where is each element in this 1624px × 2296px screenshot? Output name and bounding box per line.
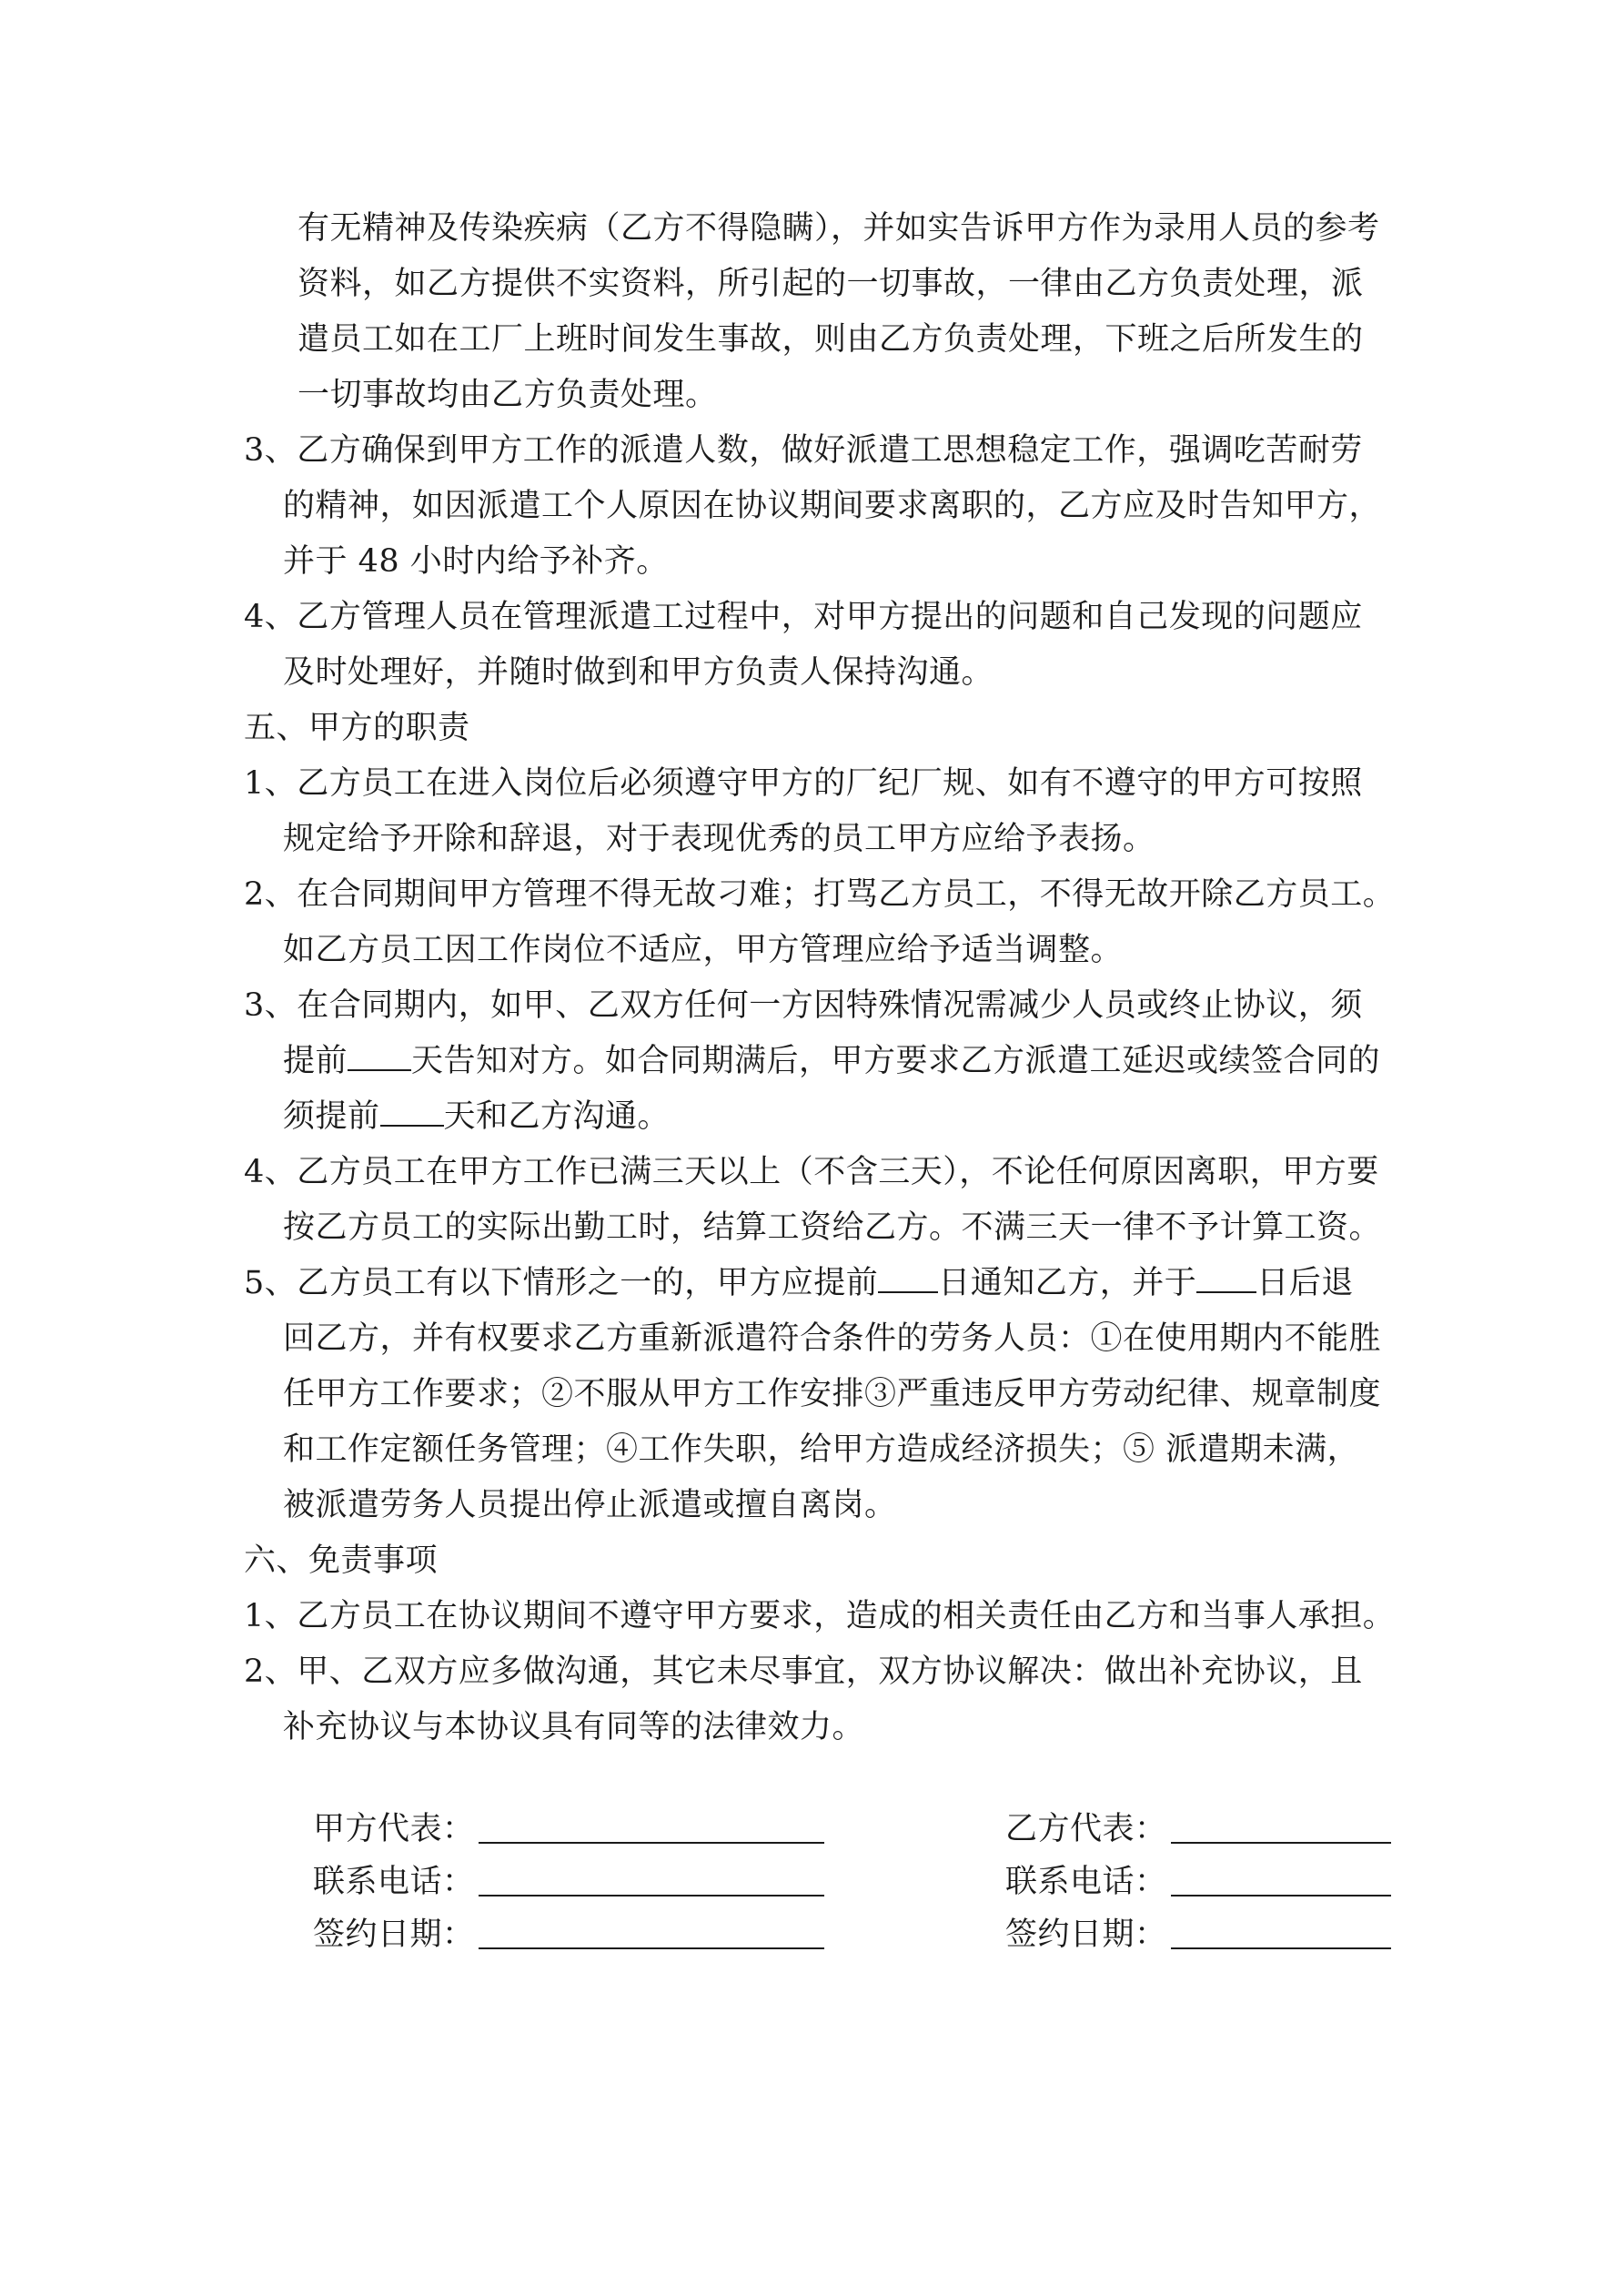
party-b-phone-line xyxy=(1171,1895,1391,1896)
section-heading-exemptions: 六、免责事项 xyxy=(244,1542,439,1579)
text-fragment: 日通知乙方，并于 xyxy=(938,1265,1197,1301)
text-fragment: 天和乙方沟通。 xyxy=(443,1098,671,1135)
clause-3-line-3: 并于 48 小时内给予补齐。 xyxy=(283,543,669,580)
a-clause-5-line-2: 回乙方，并有权要求乙方重新派遣符合条件的劳务人员：①在使用期内不能胜 xyxy=(283,1320,1382,1357)
text-fragment: 须提前 xyxy=(283,1098,380,1135)
party-a-date-line xyxy=(479,1947,824,1949)
party-b-rep-line xyxy=(1171,1842,1391,1844)
ex-clause-2-line-2: 补充协议与本协议具有同等的法律效力。 xyxy=(283,1709,865,1745)
fill-in-blank-days xyxy=(348,1040,411,1071)
party-b-rep-label: 乙方代表： xyxy=(1005,1811,1167,1847)
a-clause-5-line-5: 被派遣劳务人员提出停止派遣或擅自离岗。 xyxy=(283,1487,897,1523)
text-line: 一切事故均由乙方负责处理。 xyxy=(298,377,718,413)
party-a-phone-label: 联系电话： xyxy=(313,1864,475,1900)
a-clause-3-line-3 xyxy=(283,1096,670,1138)
text-fragment: 5、乙方员工有以下情形之一的，甲方应提前 xyxy=(244,1265,879,1301)
fill-in-blank-days xyxy=(380,1096,444,1127)
section-heading-party-a-duties: 五、甲方的职责 xyxy=(244,710,470,746)
a-clause-4-line-2: 按乙方员工的实际出勤工时，结算工资给乙方。不满三天一律不予计算工资。 xyxy=(283,1209,1382,1246)
text-fragment: 日后退 xyxy=(1256,1265,1354,1301)
party-a-phone-line xyxy=(479,1895,824,1896)
clause-4-line-2: 及时处理好，并随时做到和甲方负责人保持沟通。 xyxy=(283,654,994,691)
text-fragment: 天告知对方。如合同期满后，甲方要求乙方派遣工延迟或续签合同的 xyxy=(411,1043,1381,1079)
a-clause-5-line-1 xyxy=(244,1262,1354,1304)
a-clause-3-line-2 xyxy=(283,1040,1380,1082)
party-b-date-line xyxy=(1171,1947,1391,1949)
ex-clause-2-line-1: 2、甲、乙双方应多做沟通，其它未尽事宜，双方协议解决：做出补充协议，且 xyxy=(244,1654,1363,1690)
fill-in-blank-days xyxy=(1196,1262,1256,1293)
fill-in-blank-days xyxy=(878,1262,938,1293)
party-b-date-label: 签约日期： xyxy=(1005,1917,1167,1953)
party-a-date-label: 签约日期： xyxy=(313,1917,475,1953)
a-clause-5-line-4: 和工作定额任务管理；④工作失职，给甲方造成经济损失；⑤ 派遣期未满， xyxy=(283,1431,1360,1468)
a-clause-5-line-3: 任甲方工作要求；②不服从甲方工作安排③严重违反甲方劳动纪律、规章制度 xyxy=(283,1376,1382,1412)
text-line: 资料，如乙方提供不实资料，所引起的一切事故，一律由乙方负责处理，派 xyxy=(298,266,1364,302)
party-a-rep-label: 甲方代表： xyxy=(313,1811,475,1847)
text-line: 遣员工如在工厂上班时间发生事故，则由乙方负责处理，下班之后所发生的 xyxy=(298,321,1364,358)
text-fragment: 提前 xyxy=(283,1043,348,1079)
text-line: 有无精神及传染疾病（乙方不得隐瞒），并如实告诉甲方作为录用人员的参考 xyxy=(298,210,1380,247)
a-clause-2-line-2: 如乙方员工因工作岗位不适应，甲方管理应给予适当调整。 xyxy=(283,932,1124,968)
a-clause-1-line-1: 1、乙方员工在进入岗位后必须遵守甲方的厂纪厂规、如有不遵守的甲方可按照 xyxy=(244,765,1363,802)
a-clause-2-line-1: 2、在合同期间甲方管理不得无故刁难；打骂乙方员工，不得无故开除乙方员工。 xyxy=(244,876,1396,913)
clause-3-line-1: 3、乙方确保到甲方工作的派遣人数，做好派遣工思想稳定工作，强调吃苦耐劳 xyxy=(244,432,1363,469)
ex-clause-1-line-1: 1、乙方员工在协议期间不遵守甲方要求，造成的相关责任由乙方和当事人承担。 xyxy=(244,1598,1396,1634)
a-clause-3-line-1: 3、在合同期内，如甲、乙双方任何一方因特殊情况需减少人员或终止协议，须 xyxy=(244,987,1363,1024)
party-b-phone-label: 联系电话： xyxy=(1005,1864,1167,1900)
clause-3-line-2: 的精神，如因派遣工个人原因在协议期间要求离职的，乙方应及时告知甲方， xyxy=(283,488,1382,524)
party-a-rep-line xyxy=(479,1842,824,1844)
a-clause-1-line-2: 规定给予开除和辞退，对于表现优秀的员工甲方应给予表扬。 xyxy=(283,821,1155,857)
clause-4-line-1: 4、乙方管理人员在管理派遣工过程中，对甲方提出的问题和自己发现的问题应 xyxy=(244,599,1363,635)
a-clause-4-line-1: 4、乙方员工在甲方工作已满三天以上（不含三天），不论任何原因离职，甲方要 xyxy=(244,1154,1379,1190)
